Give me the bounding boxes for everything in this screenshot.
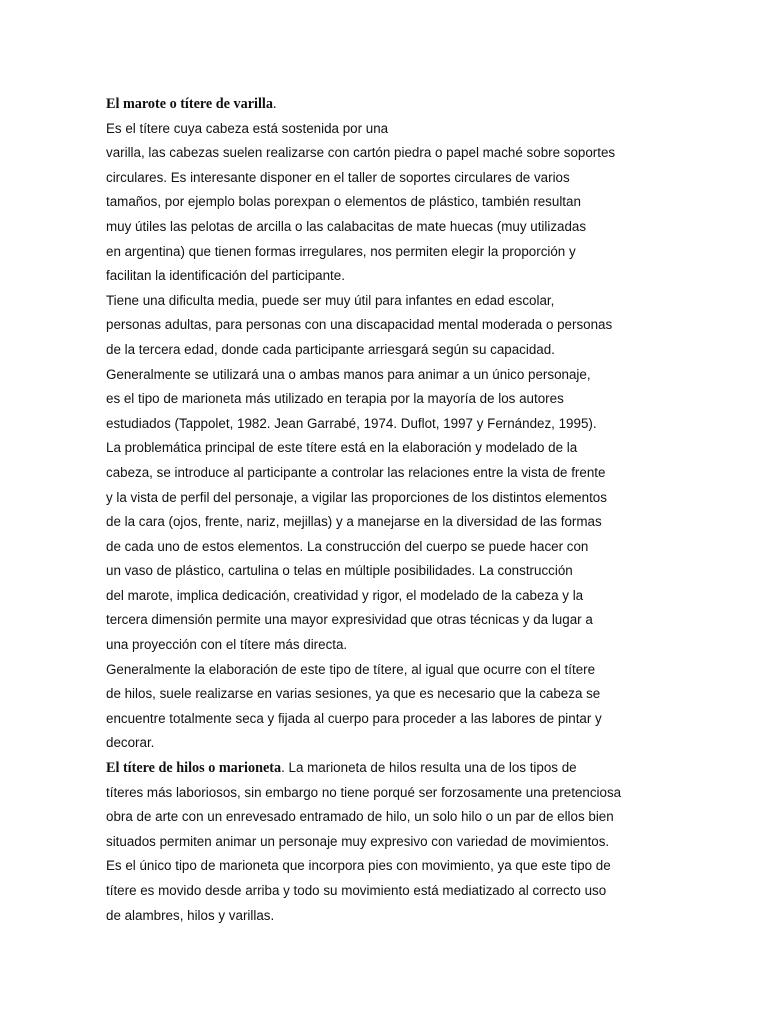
paragraph-line: tercera dimensión permite una mayor expresividad que otras técnicas y da lugar a <box>106 612 593 628</box>
paragraph-line: cabeza, se introduce al participante a controlar las relaciones entre la vista de frente <box>106 464 606 480</box>
section-heading-marote <box>106 92 646 117</box>
paragraph-line: de alambres, hilos y varillas. <box>106 907 275 923</box>
paragraph-line: Es el títere cuya cabeza está sostenida por una <box>106 120 389 136</box>
paragraph-line: Generalmente la elaboración de este tipo de títere, al igual que ocurre con el títere <box>106 661 596 677</box>
heading-marioneta-rest: . La marioneta de hilos resulta una de los tipos de <box>281 760 577 776</box>
paragraph-line: títere es movido desde arriba y todo su movimiento está mediatizado al correcto uso <box>106 883 607 898</box>
paragraph-line: estudiados (Tappolet, 1982. Jean Garrabé, 1974. Duflot, 1997 y Fernández, 1995). <box>106 415 597 431</box>
paragraph-line: situados permiten animar un personaje muy expresivo con variedad de movimientos. <box>106 833 610 849</box>
paragraph-line: Tiene una dificulta media, puede ser muy útil para infantes en edad escolar, <box>106 292 555 308</box>
paragraph-line: Es el único tipo de marioneta que incorpora pies con movimiento, ya que este tipo de <box>106 858 611 874</box>
paragraph-line: Generalmente se utilizará una o ambas manos para animar a un único personaje, <box>106 366 591 382</box>
paragraph-line: obra de arte con un enrevesado entramado de hilo, un solo hilo o un par de ellos bien <box>106 809 614 825</box>
section-marioneta-body <box>106 781 646 929</box>
section-heading-marioneta <box>106 756 646 781</box>
heading-marote-period: . <box>272 96 277 112</box>
section-marote-body <box>106 117 646 756</box>
paragraph-line: de la tercera edad, donde cada participante arriesgará según su capacidad. <box>106 341 555 357</box>
paragraph-line: de cada uno de estos elementos. La construcción del cuerpo se puede hacer con <box>106 538 589 554</box>
heading-marote-text: El marote o títere de varilla <box>106 96 273 112</box>
paragraph-line: tamaños, por ejemplo bolas porexpan o elementos de plástico, también resultan <box>106 194 581 210</box>
document-page <box>106 92 646 928</box>
paragraph-line: facilitan la identificación del participante. <box>106 268 345 284</box>
paragraph-line: de la cara (ojos, frente, nariz, mejillas) y a manejarse en la diversidad de las formas <box>106 514 602 530</box>
paragraph-line: de hilos, suele realizarse en varias sesiones, ya que es necesario que la cabeza se <box>106 686 601 702</box>
paragraph-line: en argentina) que tienen formas irregulares, nos permiten elegir la proporción y <box>106 243 576 259</box>
paragraph-line: personas adultas, para personas con una discapacidad mental moderada o personas <box>106 317 613 333</box>
paragraph-line: títeres más laboriosos, sin embargo no tiene porqué ser forzosamente una pretenciosa <box>106 784 622 800</box>
paragraph-line: encuentre totalmente seca y fijada al cuerpo para proceder a las labores de pintar y <box>106 710 602 726</box>
paragraph-line: es el tipo de marioneta más utilizado en terapia por la mayoría de los autores <box>106 391 564 407</box>
paragraph-line: una proyección con el títere más directa. <box>106 637 348 653</box>
paragraph-line: del marote, implica dedicación, creatividad y rigor, el modelado de la cabeza y la <box>106 587 584 603</box>
paragraph-line: decorar. <box>106 735 155 751</box>
paragraph-line: circulares. Es interesante disponer en el taller de soportes circulares de varios <box>106 169 570 185</box>
paragraph-line: un vaso de plástico, cartulina o telas en múltiple posibilidades. La construcción <box>106 563 573 579</box>
paragraph-line: La problemática principal de este títere está en la elaboración y modelado de la <box>106 440 578 456</box>
paragraph-line: y la vista de perfil del personaje, a vigilar las proporciones de los distintos elementos <box>106 489 607 505</box>
heading-marioneta-text: El títere de hilos o marioneta <box>106 760 282 777</box>
paragraph-line: varilla, las cabezas suelen realizarse con cartón piedra o papel maché sobre soportes <box>106 145 616 161</box>
paragraph-line: muy útiles las pelotas de arcilla o las calabacitas de mate huecas (muy utilizadas <box>106 218 587 234</box>
